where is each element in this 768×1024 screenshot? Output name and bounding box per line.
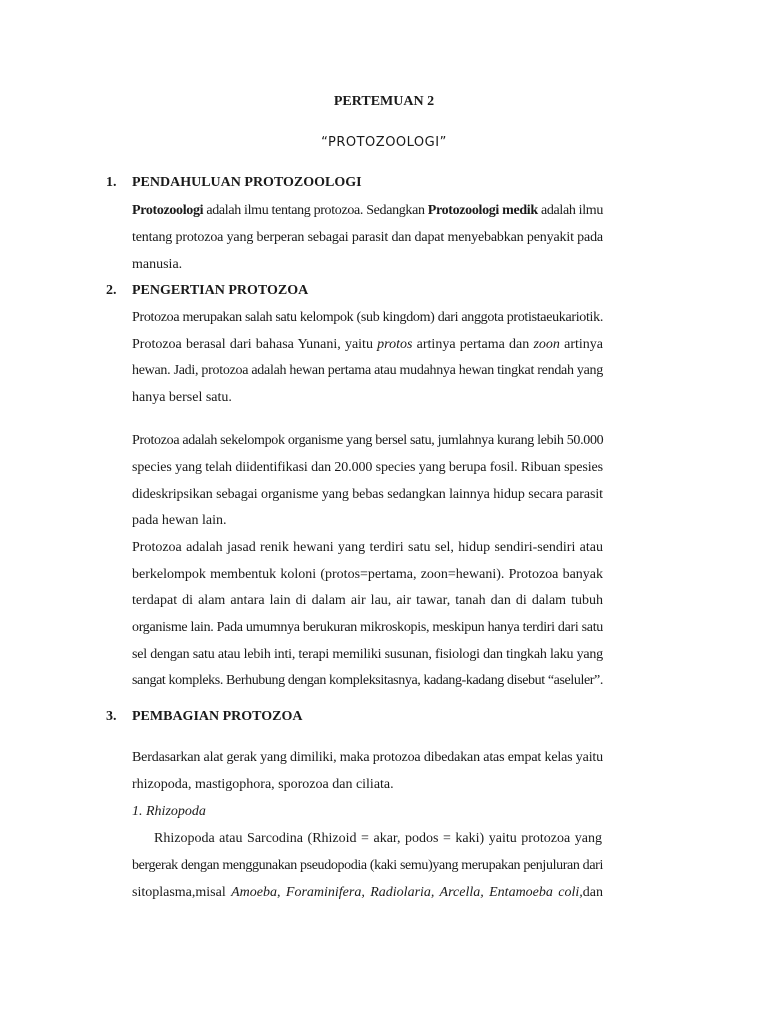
- text-line: [132, 511, 603, 531]
- text-run: Amoeba: [231, 885, 277, 900]
- section-heading: PENGERTIAN PROTOZOA: [132, 283, 309, 298]
- text-run: Berdasarkan alat gerak yang dimiliki, maka protozoa dibedakan atas empat kelas yaitu: [132, 750, 603, 765]
- text-line: [132, 748, 603, 768]
- text-line-content: [132, 620, 603, 635]
- text-run: species yang telah diidentifikasi dan 20.000 species yang berupa fosil. Ribuan spesies: [132, 460, 603, 475]
- text-run: sel dengan satu atau lebih inti, terapi memiliki susunan, fisiologi dan tingkah laku yang: [132, 647, 603, 662]
- section-number: 2.: [106, 283, 117, 298]
- text-line: [132, 565, 603, 585]
- text-line: [132, 388, 603, 408]
- text-line-content: [132, 310, 603, 325]
- text-line-content: [132, 777, 394, 792]
- text-run: dan: [582, 885, 604, 900]
- text-run: sitoplasma,misal: [132, 885, 232, 900]
- text-run: Protozoa adalah jasad renik hewani yang terdiri satu sel, hidup sendiri-sendiri atau: [132, 540, 603, 555]
- text-run: Rhizopoda atau Sarcodina (Rhizoid = akar, podos = kaki) yaitu protozoa yang: [154, 831, 602, 846]
- text-line: [132, 645, 603, 665]
- text-line: [132, 361, 603, 381]
- text-line: [132, 335, 603, 355]
- text-line-content: [132, 460, 603, 475]
- section-heading: PENDAHULUAN PROTOZOOLOGI: [132, 175, 362, 190]
- text-run: hanya bersel satu.: [132, 390, 232, 405]
- section-heading: PEMBAGIAN PROTOZOA: [132, 709, 303, 724]
- text-run: artinya pertama dan: [412, 337, 534, 352]
- text-line: [132, 856, 603, 876]
- text-run: berkelompok membentuk koloni (protos=pertama, zoon=hewani). Protozoa banyak: [132, 567, 603, 582]
- text-run: manusia.: [132, 257, 183, 272]
- text-line-content: [132, 363, 603, 378]
- text-run: sangat kompleks. Berhubung dengan kompleksitasnya, kadang-kadang disebut “aseluler”.: [132, 673, 603, 688]
- text-line: [132, 883, 603, 903]
- text-run: dideskripsikan sebagai organisme yang bebas sedangkan lainnya hidup secara parasit: [132, 487, 603, 502]
- text-line-content: [132, 487, 603, 502]
- text-line-content: [132, 885, 603, 900]
- text-line-content: [154, 831, 602, 846]
- text-line: [132, 775, 603, 795]
- text-run: Protozoa berasal dari bahasa Yunani, yaitu: [132, 337, 378, 352]
- text-line-content: [132, 390, 232, 405]
- text-run: zoon: [533, 337, 560, 352]
- text-run: artinya: [559, 337, 604, 352]
- text-run: adalah ilmu: [537, 203, 603, 218]
- text-line: [132, 671, 603, 691]
- text-run: pada hewan lain.: [132, 513, 227, 528]
- text-line-content: [132, 230, 603, 245]
- text-line: [132, 308, 603, 328]
- text-run: ,: [277, 885, 286, 900]
- text-line-content: [132, 257, 182, 272]
- text-run: organisme lain. Pada umumnya berukuran mikroskopis, meskipun hanya terdiri dari satu: [132, 620, 603, 635]
- text-run: 1. Rhizopoda: [132, 804, 206, 819]
- text-run: tentang protozoa yang berperan sebagai parasit dan dapat menyebabkan penyakit pada: [132, 230, 603, 245]
- text-line: [132, 618, 603, 638]
- text-line: [132, 458, 603, 478]
- document-subtitle: “PROTOZOOLOGI”: [321, 135, 447, 150]
- text-line: [132, 485, 603, 505]
- text-line: [132, 201, 603, 221]
- text-line-content: [132, 203, 603, 218]
- text-line-content: [132, 750, 603, 765]
- section-number: 3.: [106, 709, 117, 724]
- text-line: [132, 538, 603, 558]
- section-number: 1.: [106, 175, 117, 190]
- text-line-content: [132, 593, 603, 608]
- text-run: rhizopoda, mastigophora, sporozoa dan ciliata.: [132, 777, 394, 792]
- text-line: [132, 255, 603, 275]
- text-line-content: [132, 673, 603, 688]
- text-run: adalah ilmu tentang protozoa. Sedangkan: [203, 203, 428, 218]
- text-run: Protozoa merupakan salah satu kelompok (sub kingdom) dari anggota protistaeukariotik.: [132, 310, 604, 325]
- text-line-content: [132, 513, 226, 528]
- text-run: terdapat di alam antara lain di dalam air lau, air tawar, tanah dan di dalam tubuh: [132, 593, 603, 608]
- text-line: [132, 228, 603, 248]
- text-line-content: [132, 433, 603, 448]
- text-run: hewan. Jadi, protozoa adalah hewan pertama atau mudahnya hewan tingkat rendah yang: [132, 363, 603, 378]
- text-line-content: [132, 804, 206, 819]
- text-line: [154, 829, 603, 849]
- text-line-content: [132, 567, 603, 582]
- text-run: protos: [377, 337, 413, 352]
- text-line: [132, 431, 603, 451]
- document-title: PERTEMUAN 2: [333, 94, 435, 109]
- text-run: Protozoologi medik: [427, 203, 538, 218]
- text-line: [132, 591, 603, 611]
- text-line-content: [132, 540, 603, 555]
- text-run: bergerak dengan menggunakan pseudopodia (kaki semu)yang merupakan penjuluran dari: [132, 858, 603, 873]
- text-line: [132, 802, 603, 822]
- text-line-content: [132, 647, 603, 662]
- text-line-content: [132, 858, 603, 873]
- text-run: Protozoologi: [132, 203, 204, 218]
- text-run: Foraminifera, Radiolaria, Arcella, Entamoeba coli,: [285, 885, 583, 900]
- text-run: Protozoa adalah sekelompok organisme yang bersel satu, jumlahnya kurang lebih 50.000: [132, 433, 604, 448]
- text-line-content: [132, 337, 603, 352]
